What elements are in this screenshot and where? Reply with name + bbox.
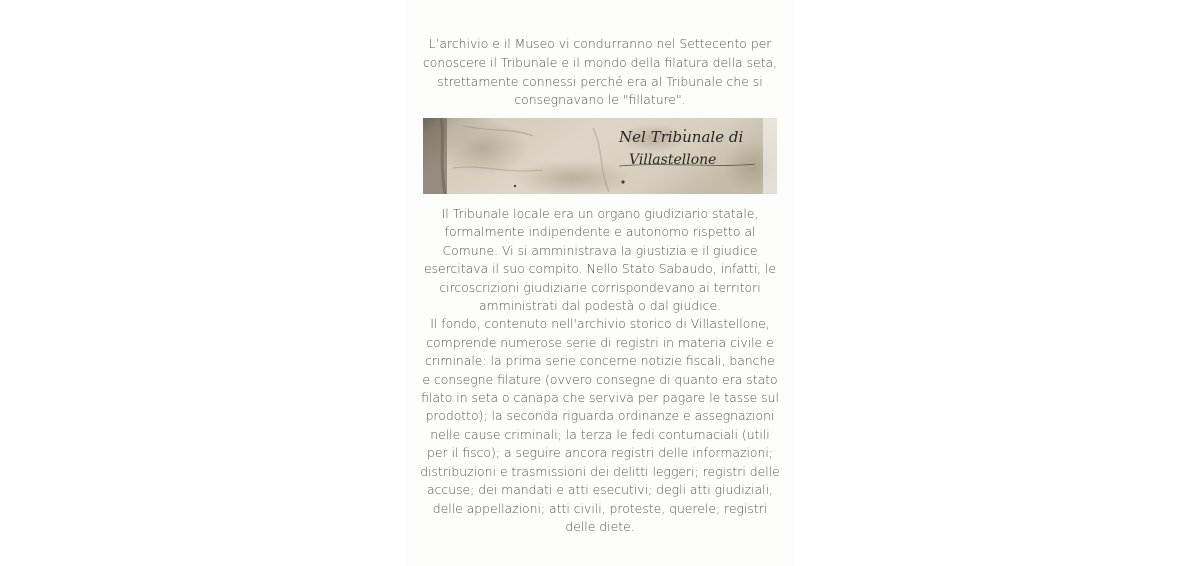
body-text <box>420 205 780 536</box>
manuscript-photo <box>423 118 777 194</box>
body-paragraph-1: Il Tribunale locale era un organo giudiziario statale, formalmente indipendente e autonomo rispetto al Comune. Vi si amministrava la giustizia e il giudice esercitava il suo compito. Nello Stato Sabaudo, infatti, le circoscrizioni giudiziarie corrispondevano ai territori amministrati dal podestà o dal giudice. <box>423 206 777 314</box>
manuscript-illustration <box>423 118 777 194</box>
intro-paragraph: L’archivio e il Museo vi condurranno nel Settecento per conoscere il Tribunale e il mondo della filatura della seta, strettamente connessi perché era al Tribunale che si consegnavano le "fillature". <box>422 36 778 108</box>
body-paragraph-2: Il fondo, contenuto nell'archivio storico di Villastellone, comprende numerose serie di registri in materia civile e criminale: la prima serie concerne notizie fiscali, banche e consegne filature (ovvero consegne di quanto era stato filato in seta o canapa che serviva per pagare le tasse sul prodotto); la seconda riguarda ordinanze e assegnazioni nelle cause criminali; la terza le fedi contumaciali (utili per il fisco); a seguire ancora registri delle informazioni; distribuzioni e trasmissioni dei delitti leggeri; registri delle accuse; dei mandati e atti esecutivi; degli atti giudiziali, delle appellazioni; atti civili, proteste, querele; registri delle diete. <box>420 316 780 534</box>
manuscript-line-2: Villastellone <box>629 152 717 168</box>
manuscript-line-1: Nel Tribunale di <box>619 128 744 146</box>
